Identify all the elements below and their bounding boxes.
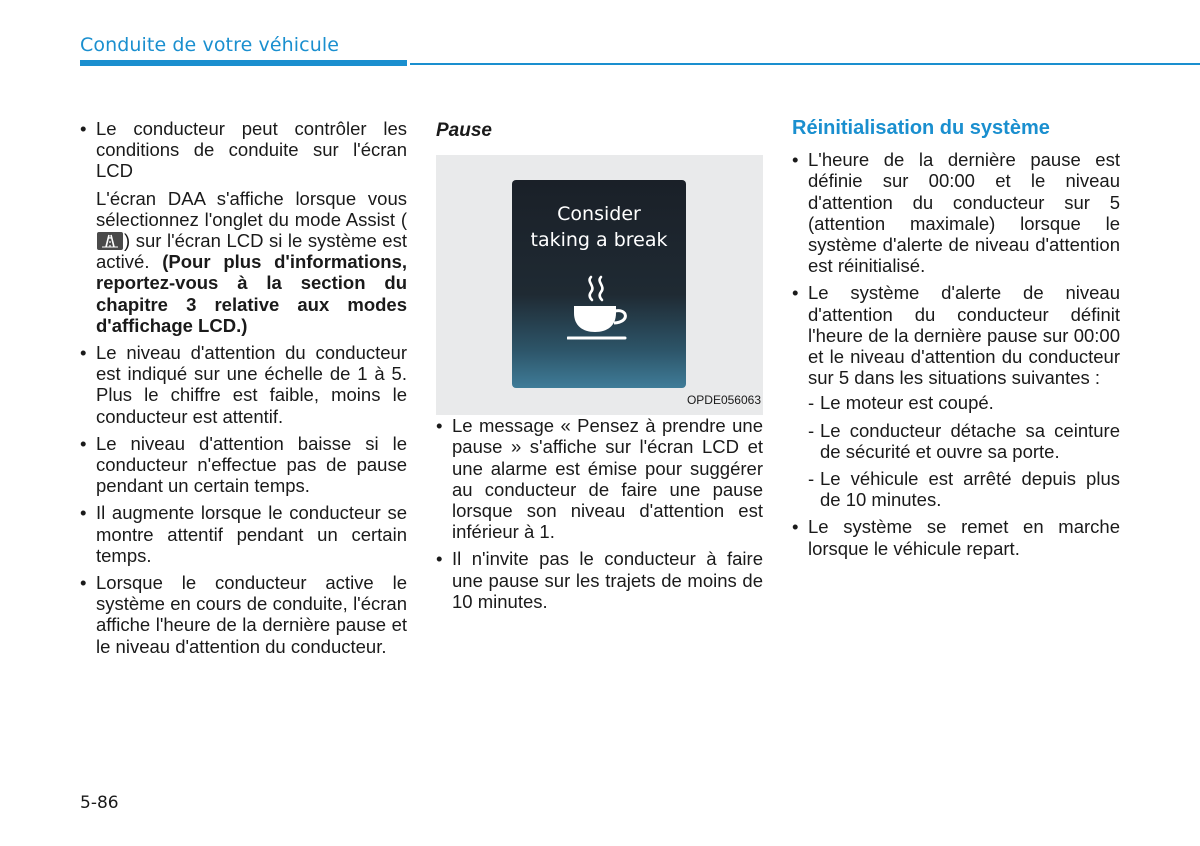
list-item [80,502,407,566]
sub-text-after-icon: ) sur l'écran LCD si le système est activé. [96,230,407,273]
header-rule-thin [410,63,1200,65]
bullet-text: Le niveau d'attention du conducteur est indiqué sur une échelle de 1 à 5. Plus le chiffre est faible, moins le conducteur est attentif. [96,342,407,427]
page-number: 5-86 [80,793,119,813]
bullet-text: Lorsque le conducteur active le système en cours de conduite, l'écran affiche l'heure de la dernière pause et le niveau d'attention du conducteur. [96,572,407,657]
assist-mode-icon [97,232,123,250]
figure-code: OPDE056063 [686,393,761,407]
cross-reference-note: (Pour plus d'informations, reportez-vous à la section du chapitre 3 relative aux modes d'affichage LCD.) [96,251,408,336]
list-item [80,433,407,497]
left-bullet-list [80,118,407,657]
dash-item: - Le moteur est coupé. [808,392,1120,413]
conditions-list [808,392,1120,510]
list-item [436,415,763,542]
lcd-screen [512,180,686,388]
dash-item: - Le véhicule est arrêté depuis plus de 10 minutes. [808,468,1120,510]
bullet-subparagraph [96,188,407,336]
lcd-message-line1: Consider [557,203,641,226]
section-title: Conduite de votre véhicule [80,34,340,56]
bullet-text: Le conducteur peut contrôler les conditions de conduite sur l'écran LCD [96,118,407,182]
list-item [80,118,407,336]
middle-bullet-list [436,415,763,612]
bullet-text: Il n'invite pas le conducteur à faire une pause sur les trajets de moins de 10 minutes. [452,548,763,612]
list-item [80,342,407,427]
left-column [80,118,407,663]
lcd-figure [436,155,763,415]
right-bullet-list [792,149,1120,559]
list-item [792,516,1120,558]
bullet-text: Le message « Pensez à prendre une pause » s'affiche sur l'écran LCD et une alarme est émise pour suggérer au conducteur de faire une pause lorsque son niveau d'attention est inférieur à 1. [452,415,763,543]
bullet-text: Le système se remet en marche lorsque le véhicule repart. [808,516,1120,559]
list-item [792,149,1120,276]
bullet-text: Il augmente lorsque le conducteur se montre attentif pendant un certain temps. [96,502,407,566]
middle-column [436,118,763,618]
lcd-message-line2: taking a break [530,229,668,252]
list-item [80,572,407,657]
right-column [792,118,1120,565]
dash-item: - Le conducteur détache sa ceinture de sécurité et ouvre sa porte. [808,420,1120,462]
list-item [792,282,1120,510]
pause-heading: Pause [436,120,492,141]
coffee-cup-icon [567,275,633,345]
list-item [436,548,763,612]
sub-text-before-icon: L'écran DAA s'affiche lorsque vous sélectionnez l'onglet du mode Assist ( [96,187,407,230]
bullet-text: Le système d'alerte de niveau d'attention du conducteur définit l'heure de la dernière pause sur 00:00 et le niveau d'attention du conducteur sur 5 dans les situations suivantes : [808,282,1120,389]
bullet-text: L'heure de la dernière pause est définie sur 00:00 et le niveau d'attention du conducteur sur 5 (attention maximale) lorsque le système d'alerte de niveau d'attention est réinitialisé. [808,149,1120,277]
reset-heading: Réinitialisation du système [792,117,1050,139]
bullet-text: Le niveau d'attention baisse si le conducteur n'effectue pas de pause pendant un certain temps. [96,432,407,497]
header-rule-thick [80,60,407,66]
